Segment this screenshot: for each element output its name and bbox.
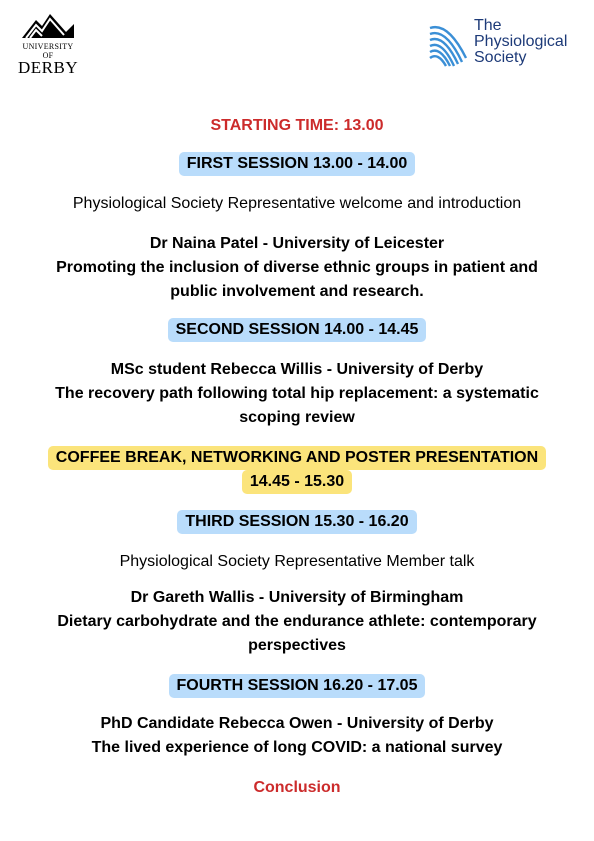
session3-heading-row [0,510,594,534]
session4-heading-row [0,674,594,698]
session1-heading-row [0,152,594,176]
derby-logo-line2: DERBY [18,58,79,77]
session2-heading: SECOND SESSION 14.00 - 14.45 [168,318,427,342]
starting-time: STARTING TIME: 13.00 [210,117,384,134]
break-line1-row [0,446,594,470]
physoc-logo-line3: Society [474,49,527,66]
break-line1: COFFEE BREAK, NETWORKING AND POSTER PRESENTATION [48,446,546,470]
physoc-logo-text [474,18,567,66]
session2-title-line1: The recovery path following total hip replacement: a systematic [55,385,539,402]
session4-speaker: PhD Candidate Rebecca Owen - University of Derby [100,715,494,732]
break-line2-row [0,470,594,494]
session1-intro: Physiological Society Representative welcome and introduction [72,195,522,212]
session3-title-line1: Dietary carbohydrate and the endurance athlete: contemporary [57,613,537,630]
session2-title-line2: scoping review [239,409,355,426]
session4-title-line1: The lived experience of long COVID: a national survey [91,739,503,756]
session3-title-line2: perspectives [248,637,346,654]
session3-speaker: Dr Gareth Wallis - University of Birmingham [130,589,464,606]
session4-heading: FOURTH SESSION 16.20 - 17.05 [169,674,426,698]
session1-heading: FIRST SESSION 13.00 - 14.00 [179,152,416,176]
physoc-logo-line1: The [474,17,502,34]
session1-title-line1: Promoting the inclusion of diverse ethnic groups in patient and [56,259,538,276]
physoc-logo-line2: Physiological [474,33,568,50]
mountain-logo-icon [20,10,76,40]
session3-heading: THIRD SESSION 15.30 - 16.20 [177,510,416,534]
break-line2: 14.45 - 15.30 [242,470,352,494]
university-of-derby-logo [18,10,78,76]
session1-speaker: Dr Naina Patel - University of Leicester [149,235,445,252]
derby-logo-line1: UNIVERSITY OF [22,42,74,60]
session3-intro: Physiological Society Representative Member talk [119,553,475,570]
session2-heading-row [0,318,594,342]
conclusion: Conclusion [253,779,341,796]
wave-stripes-logo-icon [428,18,468,68]
physiological-society-logo [428,18,567,70]
session2-speaker: MSc student Rebecca Willis - University of Derby [110,361,484,378]
session1-title-line2: public involvement and research. [170,283,424,300]
